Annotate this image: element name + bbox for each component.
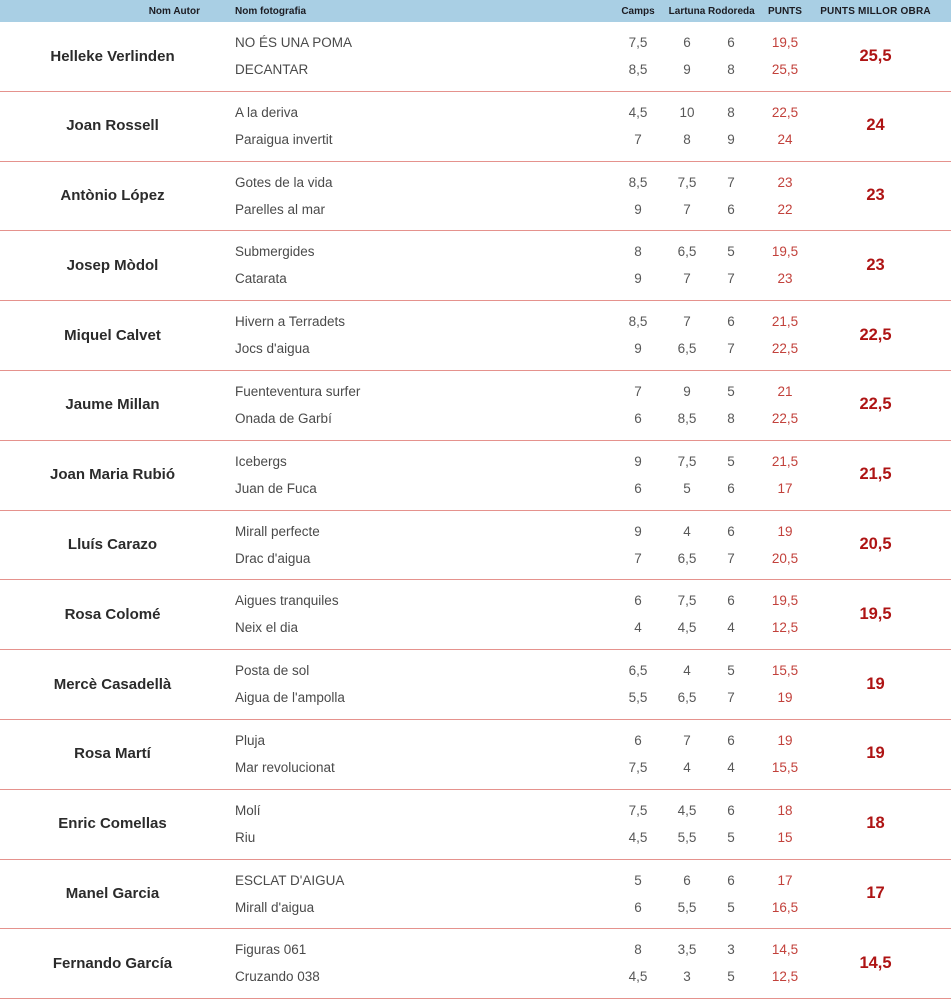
header-punts-millor-obra: PUNTS MILLOR OBRA: [820, 5, 931, 17]
photo-title: Pluja: [235, 732, 266, 748]
author-block: [0, 371, 951, 441]
score-rodoreda: 3: [727, 942, 735, 958]
score-camps: 7,5: [628, 35, 648, 50]
best-score: 19,5: [859, 604, 892, 623]
score-rodoreda: 5: [727, 244, 735, 260]
score-rodoreda: 5: [727, 383, 735, 399]
punts-value: 22,5: [771, 410, 799, 426]
score-camps: 6: [634, 732, 642, 748]
photo-title: Neix el dia: [235, 620, 299, 636]
score-camps: 8,5: [628, 174, 648, 190]
best-score: 19: [866, 674, 885, 693]
punts-value: 16,5: [771, 899, 799, 915]
punts-value: 14,5: [771, 942, 799, 958]
best-score: 23: [866, 255, 885, 274]
score-lartuna: 3,5: [677, 942, 697, 958]
score-rodoreda: 6: [727, 872, 735, 888]
header-judge-lartuna: Lartuna: [668, 5, 706, 17]
author-block: [0, 790, 951, 860]
photo-title: Submergides: [235, 244, 315, 260]
score-camps: 6,5: [628, 663, 648, 679]
author-name: Miquel Calvet: [64, 326, 161, 344]
score-rodoreda: 4: [727, 759, 735, 775]
punts-value: 17: [777, 480, 793, 496]
score-lartuna: 7: [683, 201, 691, 217]
photo-title: Icebergs: [235, 453, 287, 469]
best-score: 25,5: [859, 46, 892, 65]
score-camps: 6: [634, 593, 642, 609]
score-lartuna: 9: [683, 383, 691, 399]
score-rodoreda: 6: [727, 314, 735, 330]
punts-value: 22: [777, 201, 793, 217]
author-block: [0, 231, 951, 301]
punts-value: 23: [777, 271, 793, 287]
best-score: 14,5: [859, 953, 892, 972]
score-lartuna: 6,5: [677, 244, 697, 260]
photo-title: Mirall d'aigua: [235, 899, 315, 915]
score-rodoreda: 5: [727, 829, 735, 845]
author-block: [0, 511, 951, 581]
score-rodoreda: 5: [727, 663, 735, 679]
score-rodoreda: 8: [727, 104, 735, 120]
score-rodoreda: 5: [727, 453, 735, 469]
punts-value: 19,5: [771, 244, 799, 260]
author-name: Josep Mòdol: [66, 256, 159, 274]
punts-value: 15,5: [771, 663, 799, 679]
author-block: [0, 301, 951, 371]
score-lartuna: 6,5: [677, 690, 697, 706]
photo-title: Hivern a Terradets: [235, 314, 346, 330]
score-rodoreda: 9: [727, 131, 735, 147]
score-lartuna: 7: [683, 271, 691, 287]
score-rodoreda: 5: [727, 969, 735, 985]
score-lartuna: 3: [683, 969, 691, 985]
photo-title: Aigues tranquiles: [235, 593, 339, 609]
score-rodoreda: 5: [727, 899, 735, 915]
score-rodoreda: 6: [727, 732, 735, 748]
punts-value: 15,5: [771, 759, 799, 775]
punts-value: 19: [777, 732, 793, 748]
punts-value: 12,5: [771, 620, 799, 636]
score-camps: 8,5: [628, 62, 648, 77]
punts-value: 22,5: [771, 104, 799, 120]
punts-value: 24: [777, 131, 793, 147]
photo-title: Catarata: [235, 271, 287, 287]
score-camps: 6: [634, 480, 642, 496]
score-camps: 9: [634, 201, 642, 217]
author-name: Joan Rossell: [66, 117, 159, 135]
table-header: [0, 0, 951, 22]
score-camps: 7: [634, 550, 642, 566]
score-camps: 4,5: [628, 969, 648, 985]
photo-title: Parelles al mar: [235, 201, 326, 217]
score-camps: 7,5: [628, 759, 648, 775]
photo-title: Mar revolucionat: [235, 759, 335, 775]
score-camps: 8: [634, 942, 642, 958]
score-camps: 9: [634, 271, 642, 287]
photo-title: Paraigua invertit: [235, 131, 333, 147]
punts-value: 25,5: [771, 62, 799, 77]
score-camps: 4,5: [628, 104, 648, 120]
score-camps: 7: [634, 383, 642, 399]
results-table-body: [0, 22, 951, 999]
author-name: Manel Garcia: [65, 885, 160, 903]
header-judge-camps: Camps: [621, 5, 655, 17]
score-lartuna: 6: [683, 35, 691, 50]
score-lartuna: 7,5: [677, 453, 697, 469]
author-name: Rosa Colomé: [64, 605, 161, 623]
score-lartuna: 4,5: [677, 620, 697, 636]
punts-value: 21,5: [771, 314, 799, 330]
punts-value: 19: [777, 690, 793, 706]
author-name: Antònio López: [60, 187, 165, 205]
punts-value: 15: [777, 829, 793, 845]
score-rodoreda: 8: [727, 62, 735, 77]
punts-value: 21,5: [771, 453, 799, 469]
score-lartuna: 7,5: [677, 174, 697, 190]
score-lartuna: 7,5: [677, 593, 697, 609]
best-score: 22,5: [859, 395, 892, 414]
punts-value: 18: [777, 802, 793, 818]
best-score: 24: [866, 116, 885, 135]
photo-title: Molí: [235, 802, 261, 818]
photo-title: Drac d'aigua: [235, 550, 311, 566]
score-rodoreda: 7: [727, 550, 735, 566]
score-rodoreda: 8: [727, 410, 735, 426]
author-name: Rosa Martí: [74, 745, 151, 763]
author-block: [0, 860, 951, 930]
score-lartuna: 5,5: [677, 829, 697, 845]
photo-title: Posta de sol: [235, 663, 310, 679]
punts-value: 17: [777, 872, 793, 888]
score-camps: 9: [634, 453, 642, 469]
score-camps: 6: [634, 410, 642, 426]
score-camps: 9: [634, 341, 642, 357]
photo-title: Gotes de la vida: [235, 174, 333, 190]
score-lartuna: 4: [683, 759, 691, 775]
best-score: 22,5: [859, 325, 892, 344]
best-score: 19: [866, 744, 885, 763]
score-rodoreda: 7: [727, 341, 735, 357]
score-camps: 4,5: [628, 829, 648, 845]
best-score: 21,5: [859, 465, 892, 484]
score-camps: 8,5: [628, 314, 648, 330]
score-camps: 6: [634, 899, 642, 915]
score-rodoreda: 7: [727, 174, 735, 190]
photo-title: Aigua de l'ampolla: [235, 690, 345, 706]
punts-value: 19: [777, 523, 793, 539]
best-score: 20,5: [859, 535, 892, 554]
punts-value: 19,5: [771, 35, 799, 50]
score-rodoreda: 6: [727, 480, 735, 496]
score-lartuna: 7: [683, 732, 691, 748]
best-score: 18: [866, 814, 885, 833]
punts-value: 19,5: [771, 593, 799, 609]
author-name: Lluís Carazo: [67, 536, 158, 554]
score-lartuna: 4: [683, 663, 691, 679]
photo-title: DECANTAR: [235, 62, 309, 77]
score-camps: 5,5: [628, 690, 648, 706]
score-lartuna: 8,5: [677, 410, 697, 426]
score-lartuna: 4,5: [677, 802, 697, 818]
score-lartuna: 4: [683, 523, 691, 539]
score-camps: 7,5: [628, 802, 648, 818]
score-camps: 4: [634, 620, 642, 636]
best-score: 17: [866, 884, 885, 903]
author-name: Enric Comellas: [58, 815, 167, 833]
header-nom-autor: Nom Autor: [148, 5, 200, 17]
author-block: [0, 650, 951, 720]
score-camps: 5: [634, 872, 642, 888]
photo-title: Cruzando 038: [235, 969, 320, 985]
photo-title: Mirall perfecte: [235, 523, 320, 539]
author-block: [0, 929, 951, 999]
punts-value: 22,5: [771, 341, 799, 357]
score-rodoreda: 6: [727, 201, 735, 217]
author-name: Fernando García: [52, 954, 173, 972]
score-rodoreda: 7: [727, 271, 735, 287]
score-lartuna: 6,5: [677, 550, 697, 566]
score-rodoreda: 6: [727, 35, 735, 50]
author-name: Mercè Casadellà: [53, 675, 172, 693]
score-lartuna: 6,5: [677, 341, 697, 357]
score-rodoreda: 6: [727, 593, 735, 609]
score-lartuna: 5,5: [677, 899, 697, 915]
author-name: Helleke Verlinden: [50, 47, 175, 65]
author-name: Jaume Millan: [65, 396, 160, 414]
punts-value: 23: [777, 174, 793, 190]
punts-value: 12,5: [771, 969, 799, 985]
photo-title: ESCLAT D'AIGUA: [235, 872, 345, 888]
photo-title: Fuenteventura surfer: [235, 383, 361, 399]
header-nom-fotografia: Nom fotografia: [235, 5, 307, 17]
score-lartuna: 6: [683, 872, 691, 888]
author-block: [0, 22, 951, 92]
author-block: [0, 162, 951, 232]
photo-title: A la deriva: [235, 104, 299, 120]
score-lartuna: 5: [683, 480, 691, 496]
author-block: [0, 441, 951, 511]
punts-value: 21: [777, 383, 793, 399]
score-camps: 8: [634, 244, 642, 260]
score-rodoreda: 4: [727, 620, 735, 636]
author-block: [0, 720, 951, 790]
score-rodoreda: 6: [727, 802, 735, 818]
header-punts: PUNTS: [768, 5, 802, 17]
photo-title: Juan de Fuca: [235, 480, 317, 496]
score-camps: 7: [634, 131, 642, 147]
photo-title: Jocs d'aigua: [235, 341, 310, 357]
author-block: [0, 92, 951, 162]
score-lartuna: 10: [679, 104, 695, 120]
score-camps: 9: [634, 523, 642, 539]
photo-title: Figuras 061: [235, 942, 307, 958]
score-lartuna: 7: [683, 314, 691, 330]
photo-title: Onada de Garbí: [235, 410, 332, 426]
header-judge-rodoreda: Rodoreda: [708, 5, 755, 17]
punts-value: 20,5: [771, 550, 799, 566]
author-name: Joan Maria Rubió: [49, 466, 176, 484]
score-lartuna: 9: [683, 62, 691, 77]
score-rodoreda: 7: [727, 690, 735, 706]
score-rodoreda: 6: [727, 523, 735, 539]
score-lartuna: 8: [683, 131, 691, 147]
photo-title: NO ÉS UNA POMA: [235, 35, 353, 50]
best-score: 23: [866, 186, 885, 205]
author-block: [0, 580, 951, 650]
photo-title: Riu: [235, 829, 256, 845]
